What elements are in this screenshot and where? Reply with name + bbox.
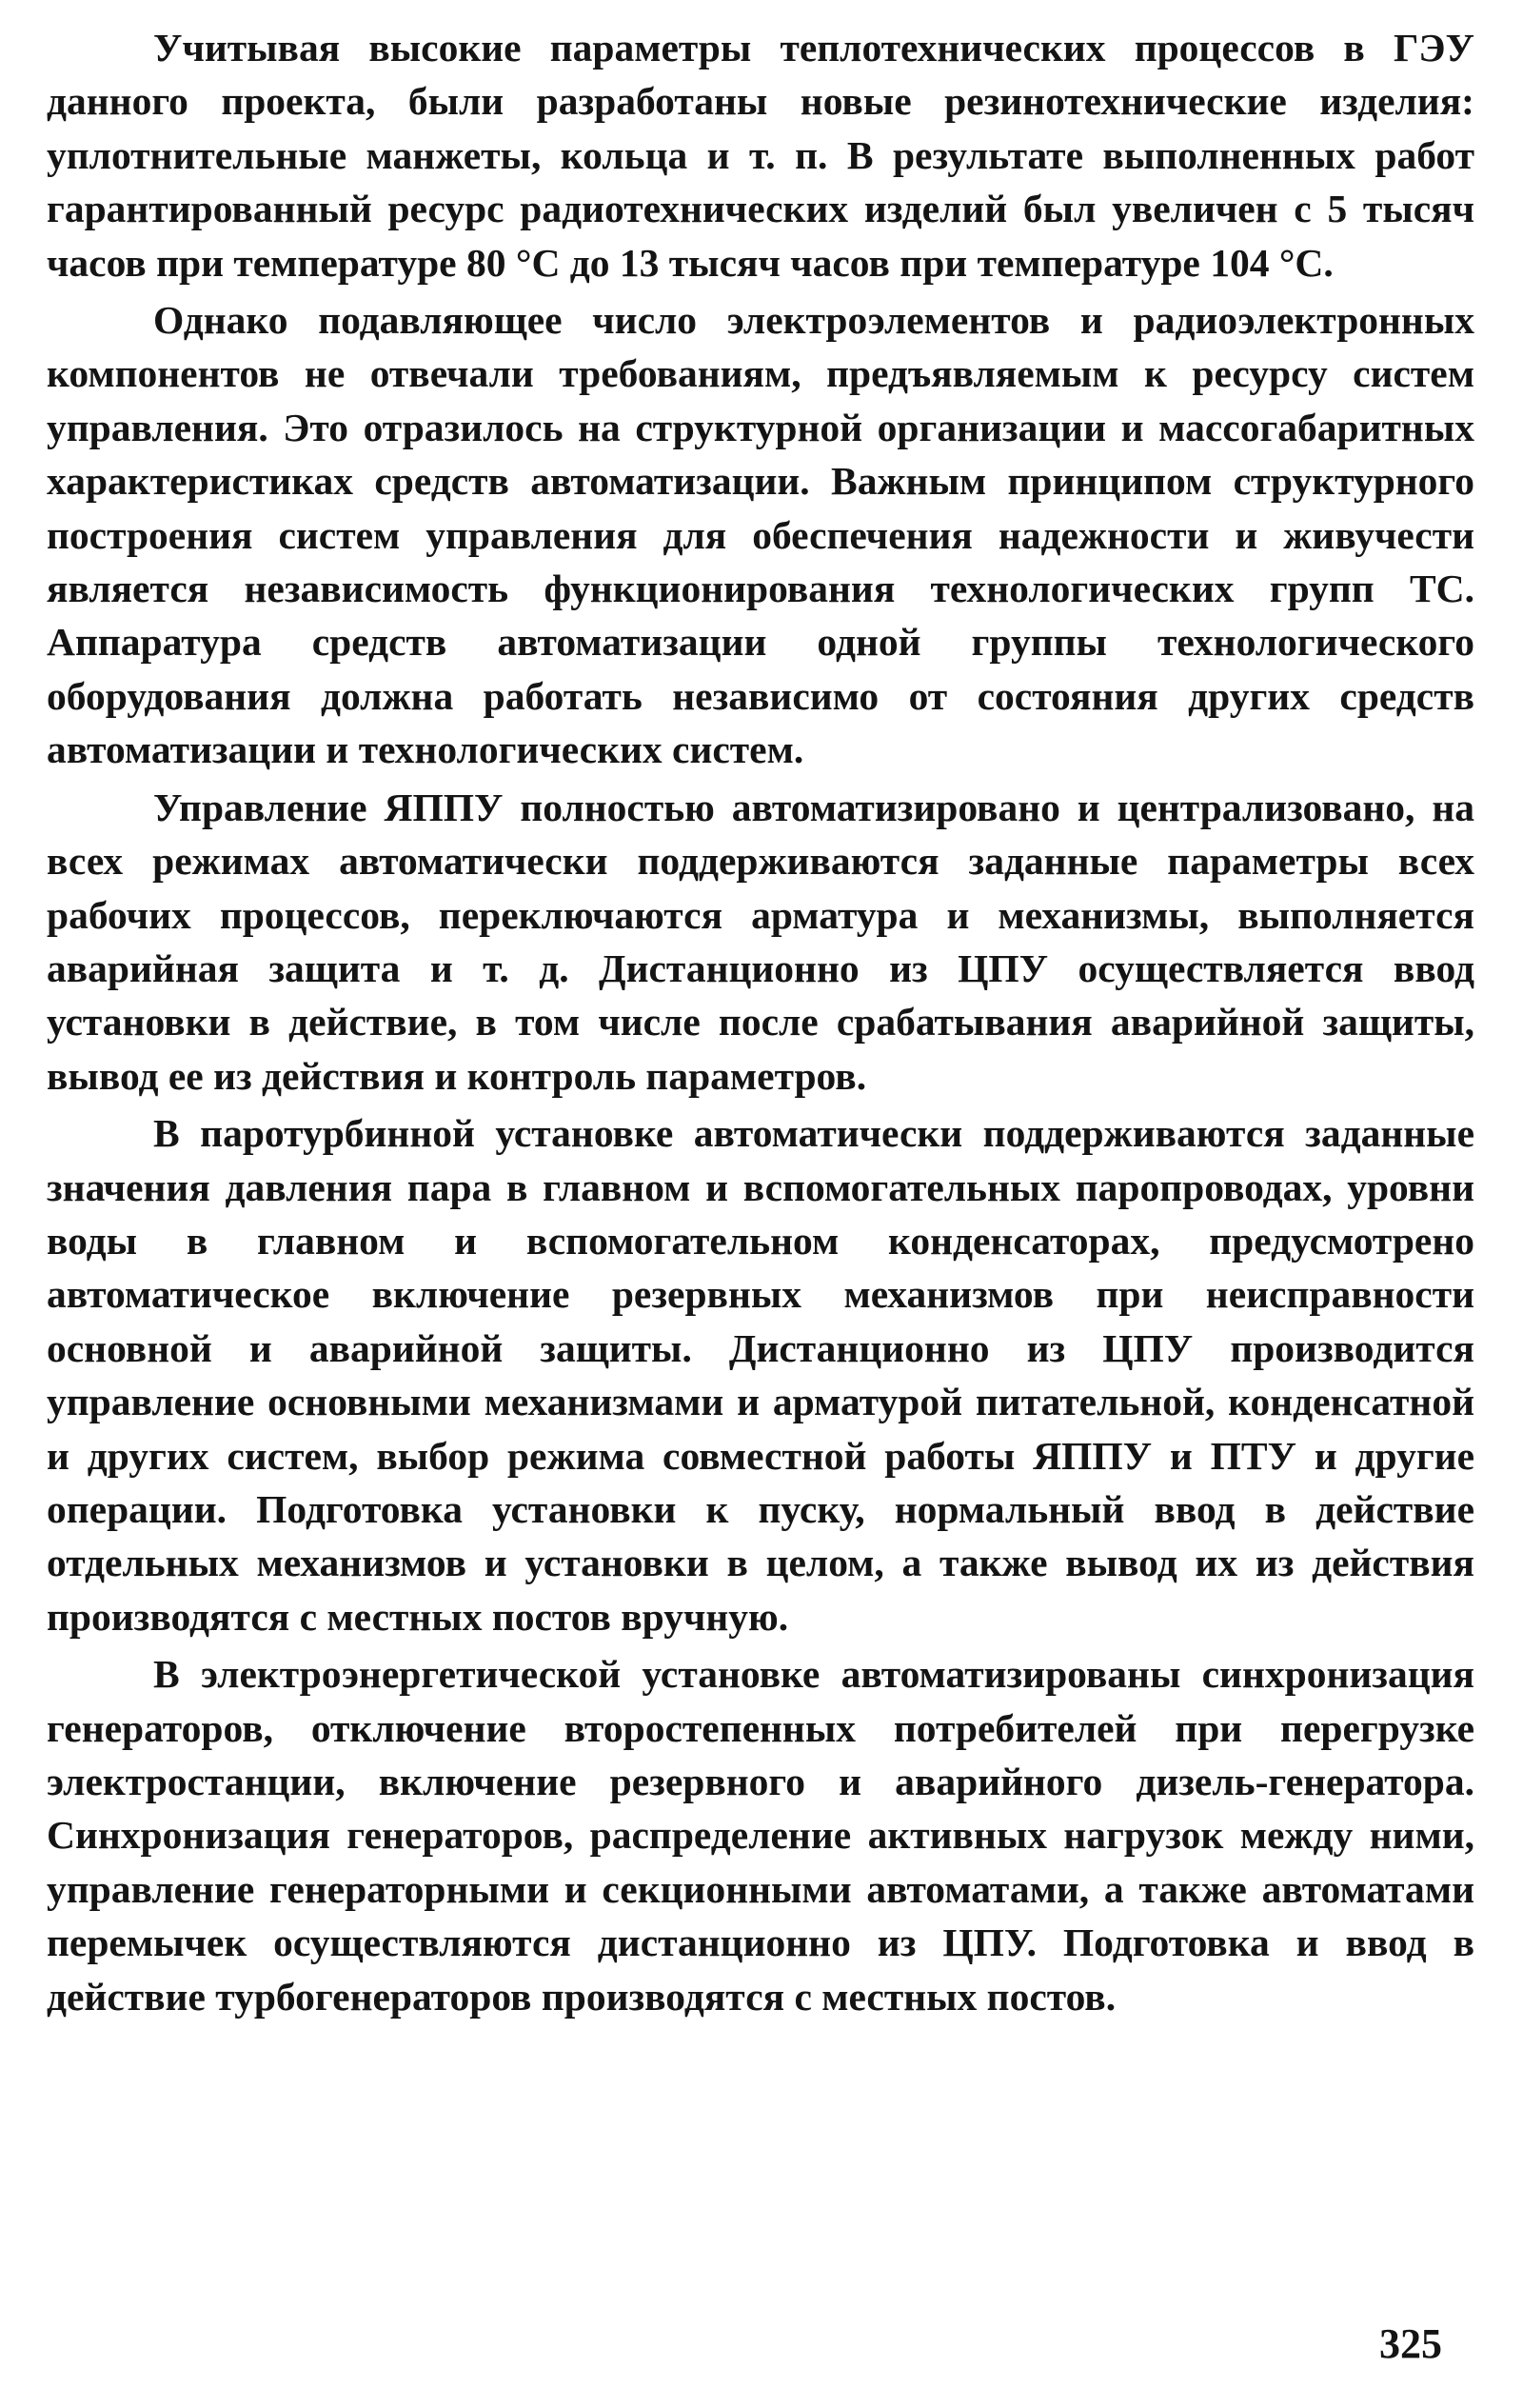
paragraph-5: В электроэнергетической установке автоматизированы синхронизация генераторов, отключение второстепенных потребителей при перегрузке электростанции, включение резервного и аварийного дизель-генератора. Синхронизация генераторов, распределение активных нагрузок между ними, управление генераторными и секционными автоматами, а также автоматами перемычек осуществляются дистанционно из ЦПУ. Подготовка и ввод в действие турбогенераторов производятся с местных постов.	[47, 1652, 1474, 2019]
body-text	[47, 21, 1474, 2027]
paragraph-3: Управление ЯППУ полностью автоматизировано и централизовано, на всех режимах автоматически поддерживаются заданные параметры всех рабочих процессов, переключаются арматура и механизмы, выполняется аварийная защита и т. д. Дистанционно из ЦПУ осуществляется ввод установки в действие, в том числе после срабатывания аварийной защиты, вывод ее из действия и контроль параметров.	[47, 785, 1474, 1098]
paragraph-4: В паротурбинной установке автоматически поддерживаются заданные значения давления пара в главном и вспомогательных паропроводах, уровни воды в главном и вспомогательном конденсаторах, предусмотрено автоматическое включение резервных механизмов при неисправности основной и аварийной защиты. Дистанционно из ЦПУ производится управление основными механизмами и арматурой питательной, конденсатной и других систем, выбор режима совместной работы ЯППУ и ПТУ и другие операции. Подготовка установки к пуску, нормальный ввод в действие отдельных механизмов и установки в целом, а также вывод их из действия производятся с местных постов вручную.	[47, 1111, 1474, 1639]
paragraph-2: Однако подавляющее число электроэлементов и радиоэлектронных компонентов не отвечали требованиям, предъявляемым к ресурсу систем управления. Это отразилось на структурной организации и массогабаритных характеристиках средств автоматизации. Важным принципом структурного построения систем управления для обеспечения надежности и живучести является независимость функционирования технологических групп ТС. Аппаратура средств автоматизации одной группы технологического оборудования должна работать независимо от состояния других средств автоматизации и технологических систем.	[47, 298, 1474, 772]
paragraph-1: Учитывая высокие параметры теплотехнических процессов в ГЭУ данного проекта, были разработаны новые резинотехнические изделия: уплотнительные манжеты, кольца и т. п. В результате выполненных работ гарантированный ресурс радиотехнических изделий был увеличен с 5 тысяч часов при температуре 80 °С до 13 тысяч часов при температуре 104 °С.	[47, 26, 1474, 285]
page-number: 325	[1379, 2320, 1442, 2367]
